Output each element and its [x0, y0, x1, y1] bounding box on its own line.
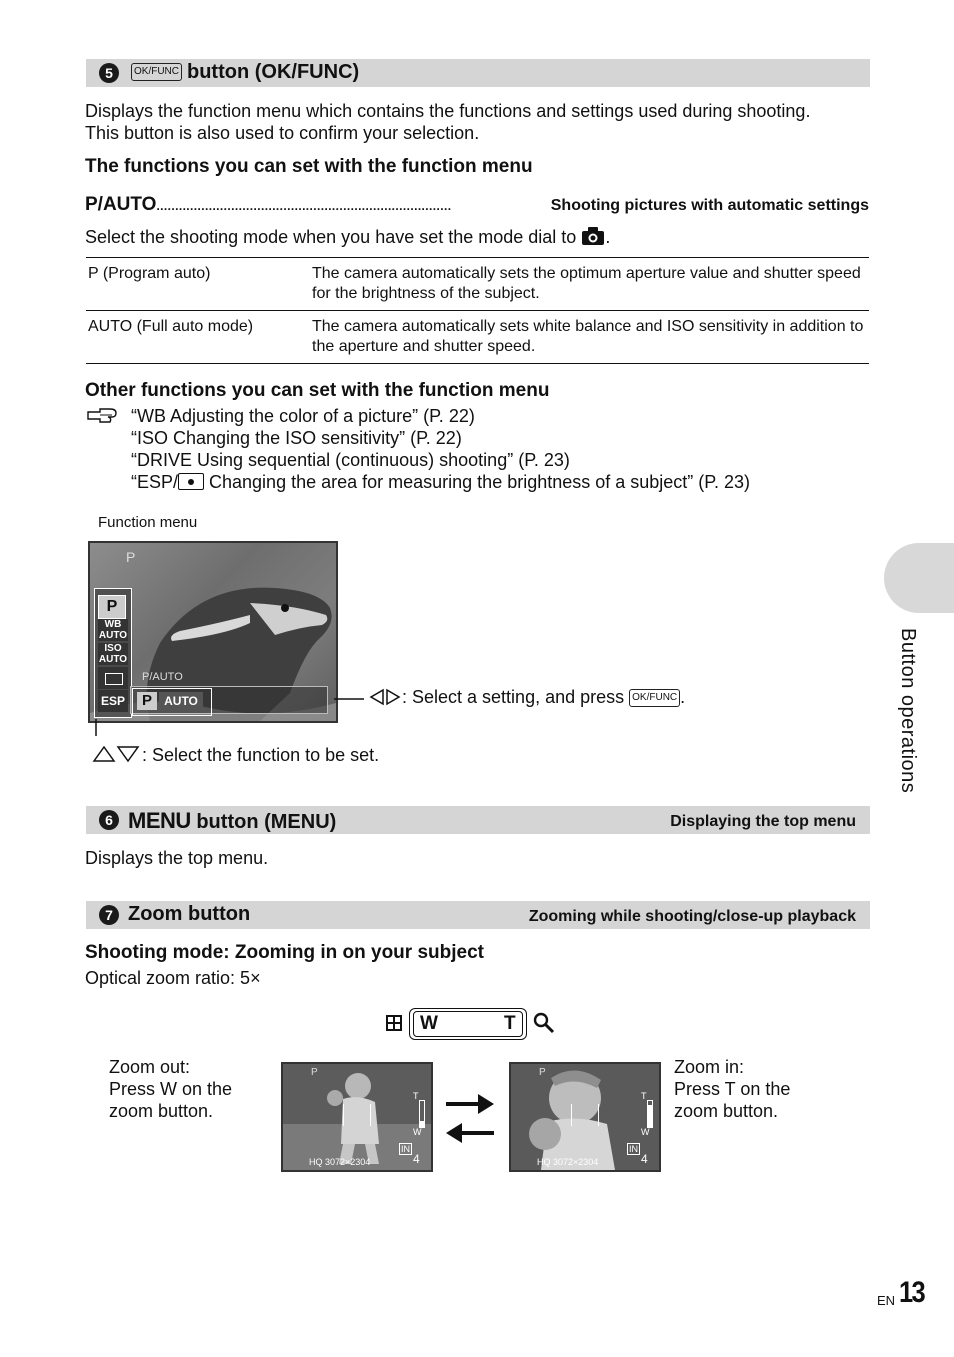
section-caption: Displaying the top menu: [670, 813, 856, 830]
chapter-tab: [884, 543, 954, 613]
caption-line: zoom button.: [109, 1101, 214, 1121]
left-right-caption: [368, 686, 685, 708]
lever-t[interactable]: T: [504, 1013, 516, 1034]
language-code: EN: [877, 1293, 896, 1308]
image-quality: HQ 3072×2304: [537, 1157, 599, 1167]
internal-memory-icon: IN: [401, 1144, 410, 1154]
caption-line: Zoom out:: [109, 1057, 191, 1077]
caption-line: zoom button.: [674, 1101, 779, 1121]
section-7-header: [86, 901, 870, 929]
mode-name: P/AUTO: [142, 671, 183, 683]
zoom-in-screen: [509, 1062, 661, 1172]
reference-item: “ISO Changing the ISO sensitivity” (P. 22): [131, 428, 462, 448]
section-number: 6: [99, 810, 119, 830]
mode-indicator: P: [126, 549, 136, 565]
up-down-caption: [92, 744, 379, 766]
shots-remaining: 4: [413, 1152, 420, 1166]
option-auto[interactable]: AUTO: [159, 692, 203, 710]
zoom-out-caption: [109, 1056, 232, 1122]
optical-zoom-ratio: Optical zoom ratio: 5×: [85, 968, 261, 988]
desc-line: Displays the function menu which contains the functions and settings used during shooting.: [85, 101, 811, 121]
chapter-title: Button operations: [897, 628, 919, 794]
ref-text: Changing the area for measuring the brightness of a subject” (P. 23): [204, 472, 751, 492]
leader-dots: ...............................................................................: [156, 199, 452, 213]
desc-line: This button is also used to confirm your selection.: [85, 123, 480, 143]
magnify-icon: [533, 1012, 555, 1034]
title-text: button (MENU): [196, 811, 337, 833]
figure-label: Function menu: [98, 514, 198, 531]
menu-item-esp[interactable]: ESP: [98, 690, 128, 712]
image-quality: HQ 3072×2304: [309, 1157, 371, 1167]
zoom-lever[interactable]: [385, 1006, 555, 1040]
zoom-bar: [647, 1100, 653, 1128]
desc-cell: The camera automatically sets white balance and ISO sensitivity in addition to the aperture and shutter speed.: [310, 311, 869, 364]
pauto-desc-text: Select the shooting mode when you have set the mode dial to: [85, 227, 577, 247]
caption-text: : Select the function to be set.: [142, 745, 380, 765]
mode-indicator: P: [311, 1067, 318, 1078]
zoom-out-screen: [281, 1062, 433, 1172]
index-view-icon: [385, 1014, 403, 1032]
reference-item: “WB Adjusting the color of a picture” (P. 22): [131, 406, 475, 426]
ok-func-key-icon: OK/FUNC: [131, 63, 182, 81]
zoom-bar-w: W: [641, 1127, 650, 1137]
caption-text: : Select a setting, and press: [402, 687, 625, 707]
section-title: Zoom button: [128, 903, 251, 925]
desc-cell: The camera automatically sets the optimum aperture value and shutter speed for the brightness of the subject.: [310, 258, 869, 311]
menu-item-wb[interactable]: WB AUTO: [98, 619, 128, 641]
section-number: 7: [99, 905, 119, 925]
af-frame: [571, 1104, 599, 1126]
page-number: 13: [899, 1276, 924, 1309]
af-frame: [343, 1104, 371, 1126]
pauto-label: P/AUTO: [85, 194, 157, 215]
caption-line: Press T on the: [674, 1079, 791, 1099]
reference-item: “DRIVE Using sequential (continuous) shooting” (P. 23): [131, 450, 570, 470]
function-menu-heading: The functions you can set with the function menu: [85, 156, 533, 177]
zoom-bar-w: W: [413, 1127, 422, 1137]
lever-body[interactable]: [409, 1008, 527, 1040]
section-caption: Zooming while shooting/close-up playback: [528, 908, 856, 925]
pauto-caption: Shooting pictures with automatic settings: [548, 197, 869, 215]
ok-func-key-icon: OK/FUNC: [629, 689, 680, 707]
zoom-bar: [419, 1100, 425, 1128]
zoom-in-caption: [674, 1056, 790, 1122]
mode-indicator: P: [539, 1067, 546, 1078]
period: .: [605, 227, 611, 247]
section-number: 5: [99, 63, 119, 83]
section-6-header: [86, 806, 870, 834]
ref-text: “ESP/: [131, 472, 179, 492]
mode-cell: P (Program auto): [86, 258, 310, 311]
mode-cell: AUTO (Full auto mode): [86, 311, 310, 364]
section-6-description: Displays the top menu.: [85, 848, 269, 868]
shots-remaining: 4: [641, 1152, 648, 1166]
menu-word: MENU: [128, 808, 191, 833]
left-right-arrows-icon: [368, 688, 402, 706]
internal-memory-icon: IN: [629, 1144, 638, 1154]
lever-w[interactable]: W: [420, 1013, 438, 1034]
other-functions-heading: Other functions you can set with the function menu: [85, 380, 550, 401]
section-title: button (OK/FUNC): [187, 61, 360, 83]
section-title: [128, 808, 336, 834]
menu-item-iso[interactable]: ISO AUTO: [98, 643, 128, 665]
zoom-direction-arrows: [444, 1090, 496, 1146]
zoom-bar-t: T: [413, 1091, 419, 1101]
menu-item-mode[interactable]: P: [98, 595, 126, 619]
caption-line: Zoom in:: [674, 1057, 745, 1077]
zoom-bar-t: T: [641, 1091, 647, 1101]
caption-line: Press W on the: [109, 1079, 233, 1099]
period: .: [680, 687, 686, 707]
option-p[interactable]: P: [137, 692, 157, 710]
shooting-mode-heading: Shooting mode: Zooming in on your subject: [85, 942, 484, 963]
up-down-arrows-icon: [92, 745, 142, 763]
